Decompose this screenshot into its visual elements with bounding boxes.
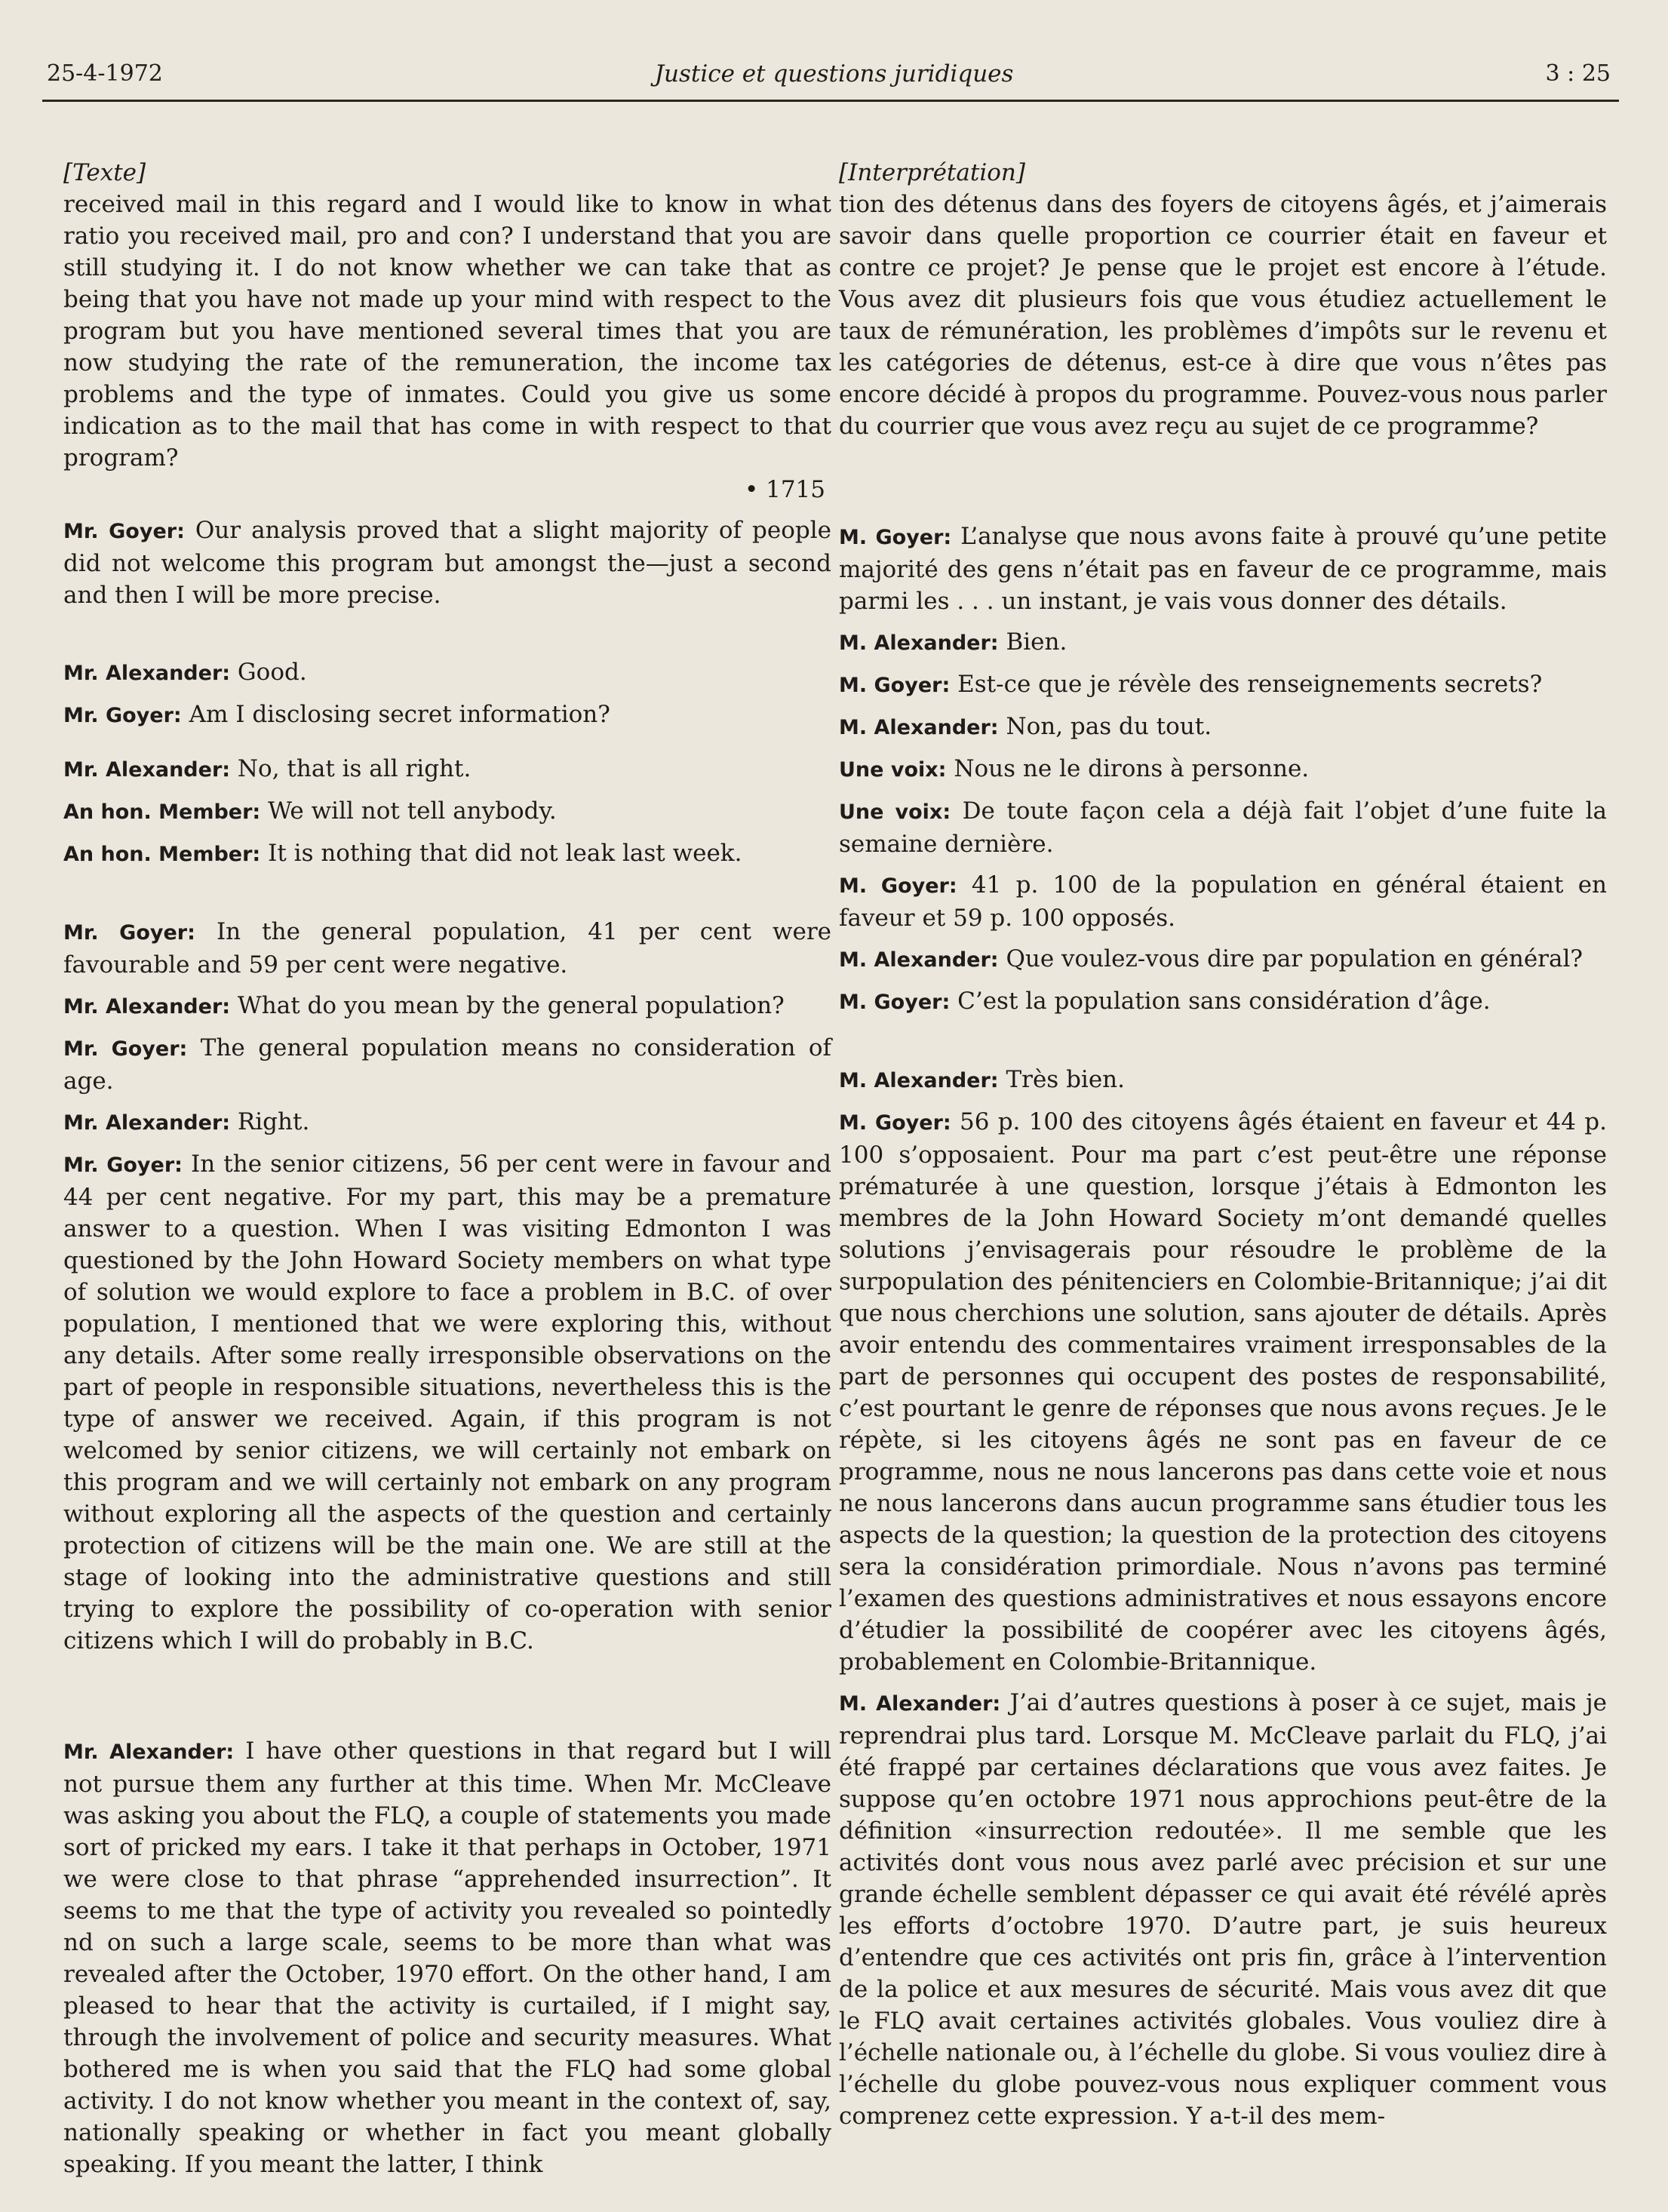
speech: We will not tell anybody. (268, 797, 557, 825)
speaker: M. Goyer: (839, 1111, 951, 1135)
speaker: M. Alexander: (839, 948, 999, 972)
section-marker: [Texte] (63, 159, 146, 186)
exchange (839, 711, 1607, 744)
speaker: Mr. Alexander: (63, 1740, 235, 1764)
speaker: Mr. Goyer: (63, 921, 195, 945)
speech: De toute façon cela a déjà fait l’objet d’une fuite la semaine dernière. (839, 797, 1607, 858)
speaker: M. Goyer: (839, 991, 951, 1014)
speaker: Mr. Alexander: (63, 995, 231, 1018)
speech: J’ai d’autres questions à poser à ce sujet, mais je reprendrai plus tard. Lorsque M. McCleave parlait du FLQ, j’ai été frappé par certaines déclarations que vous avez faites. Je suppose qu’en octobre 1971 nous approchions peut-être de la définition «insurrection redoutée». Il me semble que les activités dont vous nous avez parlé avec précision et sur une grande échelle semblent dépasser ce qui avait été révélé après les efforts d’octobre 1970. D’autre part, je suis heureux d’entendre que ces activités ont pris fin, grâce à l’intervention de la police et aux mesures de sécurité. Mais vous avez dit que le FLQ avait certaines activités globales. Vous vouliez dire à l’échelle nationale ou, à l’échelle du globe. Si vous vouliez dire à l’échelle du globe pouvez-vous nous expliquer comment vous comprenez cette expression. Y a-t-il des mem- (839, 1689, 1607, 2130)
exchange (63, 1735, 831, 2180)
exchange (63, 1148, 831, 1657)
speech: Est-ce que je révèle des renseignements secrets? (957, 671, 1543, 698)
exchange (839, 1064, 1607, 1097)
speech: Très bien. (1006, 1066, 1125, 1093)
speech: In the senior citizens, 56 per cent were in favour and 44 per cent negative. For my part, this may be a premature answer to a question. When I was visiting Edmonton I was questioned by the John Howard Society members on what type of solution we would explore to face a problem in B.C. of over population, I mentioned that we were exploring this, without any details. After some really irresponsible observations on the part of people in responsible situations, nevertheless this is the type of answer we received. Again, if this program is not welcomed by senior citizens, we will certainly not embark on this program and we will certainly not embark on any program without exploring all the aspects of the question and certainly protection of citizens will be the main one. We are still at the stage of looking into the administrative questions and still trying to explore the possibility of co-operation with senior citizens which I will do probably in B.C. (63, 1151, 831, 1654)
speech: No, that is all right. (237, 755, 472, 782)
speech: I have other questions in that regard but I will not pursue them any further at this time. When Mr. McCleave was asking you about the FLQ, a couple of statements you made sort of pricked my ears. I take it that perhaps in October, 1971 we were close to that phrase “apprehended insurrection”. It seems to me that the type of activity you revealed so pointedly nd on such a large scale, seems to be more than what was revealed after the October, 1970 effort. On the other hand, I am pleased to hear that the activity is curtailed, if I might say, through the involvement of police and security measures. What bothered me is when you said that the FLQ had some global activity. I do not know whether you meant in the context of, say, nationally speaking or whether in fact you meant globally speaking. If you meant the latter, I think (63, 1737, 832, 2178)
exchange (839, 521, 1607, 617)
speaker: M. Alexander: (839, 1692, 1001, 1716)
header-page-number: 3 : 25 (1545, 60, 1611, 87)
section-marker: [Interprétation] (839, 159, 1025, 186)
exchange (63, 837, 831, 871)
exchange (839, 668, 1607, 702)
speaker: M. Goyer: (839, 526, 952, 549)
speech: Our analysis proved that a slight majority of people did not welcome this program but amongst the—just a second and then I will be more precise. (63, 517, 831, 609)
exchange (839, 985, 1607, 1018)
speech: Bien. (1006, 628, 1067, 656)
timestamp: • 1715 (744, 476, 825, 503)
paragraph: tion des détenus dans des foyers de citoyens âgés, et j’aimerais savoir dans quelle proportion ce courrier était en faveur et contre ce projet? Je pense que le projet est encore à l’étude. Vous avez dit plusieurs fois que vous étudiez actuellement le taux de rémunération, les problèmes d’impôts sur le revenu et les catégories de détenus, est-ce à dire que vous n’êtes pas encore décidé à propos du programme. Pouvez-vous nous parler du courrier que vous avez reçu au sujet de ce programme? (839, 191, 1607, 440)
exchange (63, 795, 831, 828)
exchange (63, 1032, 831, 1097)
speaker: Mr. Alexander: (63, 662, 231, 685)
speech: In the general population, 41 per cent were favourable and 59 per cent were negative. (63, 918, 832, 979)
speaker: Une voix: (839, 758, 947, 782)
exchange (63, 656, 831, 690)
exchange (63, 515, 831, 611)
exchange (839, 869, 1607, 934)
header-rule (42, 100, 1619, 102)
speech: Non, pas du tout. (1006, 713, 1212, 740)
exchange (839, 753, 1607, 786)
exchange (63, 699, 831, 732)
speaker: M. Goyer: (839, 874, 957, 898)
speaker: Mr. Alexander: (63, 1111, 231, 1135)
exchange (839, 1687, 1607, 2132)
exchange (63, 753, 831, 786)
exchange (839, 943, 1607, 976)
speaker: Mr. Goyer: (63, 520, 185, 543)
speaker: Mr. Goyer: (63, 1037, 188, 1061)
exchange (63, 916, 831, 981)
header-date: 25-4-1972 (47, 60, 163, 87)
header-title: Justice et questions juridiques (654, 60, 1014, 88)
speech: The general population means no consideration of age. (63, 1034, 831, 1095)
speech: Right. (237, 1108, 310, 1135)
exchange (63, 1106, 831, 1139)
speech: What do you mean by the general population? (237, 992, 785, 1019)
speech: Am I disclosing secret information? (189, 701, 610, 728)
french-column (839, 157, 1607, 2132)
speech: Good. (237, 659, 307, 686)
speaker: M. Alexander: (839, 631, 999, 655)
speaker: Mr. Goyer: (63, 1154, 183, 1177)
speaker: M. Goyer: (839, 674, 951, 697)
exchange (839, 795, 1607, 860)
english-column (63, 157, 831, 2180)
speaker: M. Alexander: (839, 1069, 999, 1092)
speaker: M. Alexander: (839, 716, 999, 739)
speech: L’analyse que nous avons faite à prouvé qu’une petite majorité des gens n’était pas en faveur de ce programme, mais parmi les . . . un instant, je vais vous donner des détails. (839, 523, 1608, 615)
speaker: An hon. Member: (63, 800, 261, 824)
exchange (839, 1106, 1607, 1678)
speech: C’est la population sans considération d’âge. (957, 988, 1491, 1015)
speaker: Mr. Goyer: (63, 704, 182, 727)
speech: It is nothing that did not leak last week. (268, 840, 742, 867)
exchange (63, 990, 831, 1023)
speaker: Une voix: (839, 800, 951, 824)
speaker: Mr. Alexander: (63, 758, 231, 782)
speech: Nous ne le dirons à personne. (954, 755, 1310, 782)
speech: 56 p. 100 des citoyens âgés étaient en faveur et 44 p. 100 s’opposaient. Pour ma part c’est peut-être une réponse prématurée à une question, lorsque j’étais à Edmonton les membres de la John Howard Society m’ont demandé quelles solutions j’envisagerais pour résoudre le problème de la surpopulation des pénitenciers en Colombie-Britannique; j’ai dit que nous cherchions une solution, sans ajouter de détails. Après avoir entendu des commentaires vraiment irresponsables de la part de personnes qui occupent des postes de responsabilité, c’est pourtant le genre de réponses que nous avons reçues. Je le répète, si les citoyens âgés ne sont pas en faveur de ce programme, nous ne nous lancerons pas dans cette voie et nous ne nous lancerons dans aucun programme sans étudier tous les aspects de la question; la question de la protection des citoyens sera la considération primordiale. Nous n’avons pas terminé l’examen des questions administratives et nous essayons encore d’étudier la possibilité de coopérer avec les citoyens âgés, probablement en Colombie-Britannique. (839, 1108, 1607, 1676)
paragraph: received mail in this regard and I would like to know in what ratio you received mail, pro and con? I understand that you are still studying it. I do not know whether we can take that as being that you have not made up your mind with respect to the program but you have mentioned several times that you are now studying the rate of the remuneration, the income tax problems and the type of inmates. Could you give us some indication as to the mail that has come in with respect to that program? (63, 191, 831, 472)
exchange (839, 626, 1607, 659)
speech: 41 p. 100 de la population en général étaient en faveur et 59 p. 100 opposés. (839, 871, 1608, 932)
speaker: An hon. Member: (63, 843, 261, 866)
speech: Que voulez-vous dire par population en général? (1006, 945, 1584, 972)
